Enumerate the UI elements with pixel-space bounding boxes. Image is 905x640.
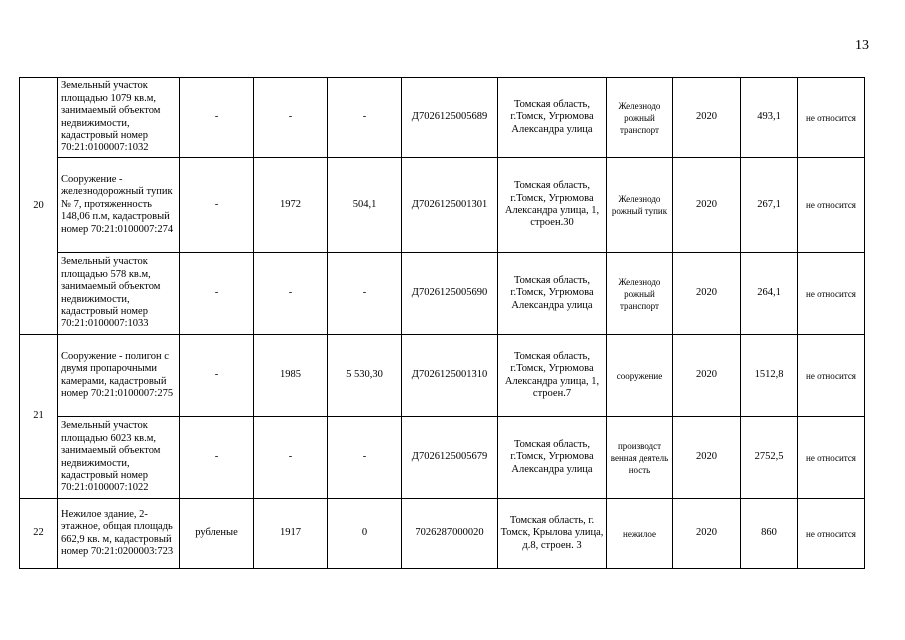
purpose: Железнодо рожный транспорт [607, 78, 673, 158]
year: 2020 [673, 158, 741, 253]
purpose: Железнодо рожный транспорт [607, 253, 673, 335]
object-name: Сооружение - железнодорожный тупик № 7, протяженность 148,06 п.м, кадастровый номер 70:21:0100007:274 [58, 158, 180, 253]
wall-material: - [180, 158, 254, 253]
table-row [20, 417, 865, 499]
page-number: 13 [855, 38, 869, 53]
object-name: Нежилое здание, 2-этажное, общая площадь 662,9 кв. м, кадастровый номер 70:21:0200003:723 [58, 499, 180, 569]
object-name: Сооружение - полигон с двумя пропарочными камерами, кадастровый номер 70:21:0100007:275 [58, 335, 180, 417]
address: Томская область, г.Томск, Угрюмова Александра улица [498, 78, 607, 158]
year-built: - [254, 417, 328, 499]
wall-material: - [180, 417, 254, 499]
inventory-number: Д7026125001310 [402, 335, 498, 417]
book-value: - [328, 253, 402, 335]
year: 2020 [673, 253, 741, 335]
inventory-number: Д7026125001301 [402, 158, 498, 253]
relation: не относится [798, 417, 865, 499]
book-value: - [328, 78, 402, 158]
amount: 493,1 [741, 78, 798, 158]
row-number: 21 [20, 335, 58, 499]
year-built: 1917 [254, 499, 328, 569]
row-number: 22 [20, 499, 58, 569]
amount: 860 [741, 499, 798, 569]
inventory-number: Д7026125005689 [402, 78, 498, 158]
year-built: - [254, 78, 328, 158]
amount: 264,1 [741, 253, 798, 335]
year-built: 1972 [254, 158, 328, 253]
book-value: 504,1 [328, 158, 402, 253]
book-value: 5 530,30 [328, 335, 402, 417]
year-built: 1985 [254, 335, 328, 417]
table-row [20, 253, 865, 335]
address: Томская область, г.Томск, Угрюмова Александра улица, 1, строен.30 [498, 158, 607, 253]
object-name: Земельный участок площадью 6023 кв.м, занимаемый объектом недвижимости, кадастровый номер 70:21:0100007:1022 [58, 417, 180, 499]
address: Томская область, г.Томск, Угрюмова Александра улица [498, 417, 607, 499]
year: 2020 [673, 499, 741, 569]
amount: 1512,8 [741, 335, 798, 417]
relation: не относится [798, 335, 865, 417]
wall-material: - [180, 78, 254, 158]
amount: 267,1 [741, 158, 798, 253]
year-built: - [254, 253, 328, 335]
object-name: Земельный участок площадью 1079 кв.м, занимаемый объектом недвижимости, кадастровый номер 70:21:0100007:1032 [58, 78, 180, 158]
year: 2020 [673, 335, 741, 417]
relation: не относится [798, 78, 865, 158]
inventory-number: Д7026125005690 [402, 253, 498, 335]
address: Томская область, г.Томск, Угрюмова Александра улица, 1, строен.7 [498, 335, 607, 417]
year: 2020 [673, 78, 741, 158]
purpose: производст венная деятель ность [607, 417, 673, 499]
object-name: Земельный участок площадью 578 кв.м, занимаемый объектом недвижимости, кадастровый номер 70:21:0100007:1033 [58, 253, 180, 335]
year: 2020 [673, 417, 741, 499]
purpose: нежилое [607, 499, 673, 569]
purpose: Железнодо рожный тупик [607, 158, 673, 253]
table-row [20, 335, 865, 417]
book-value: - [328, 417, 402, 499]
wall-material: - [180, 335, 254, 417]
address: Томская область, г.Томск, Угрюмова Александра улица [498, 253, 607, 335]
relation: не относится [798, 253, 865, 335]
address: Томская область, г. Томск, Крылова улица, д.8, строен. 3 [498, 499, 607, 569]
wall-material: - [180, 253, 254, 335]
table-row [20, 499, 865, 569]
row-number: 20 [20, 78, 58, 335]
table-row [20, 158, 865, 253]
relation: не относится [798, 158, 865, 253]
relation: не относится [798, 499, 865, 569]
amount: 2752,5 [741, 417, 798, 499]
purpose: сооружение [607, 335, 673, 417]
wall-material: рубленые [180, 499, 254, 569]
table-row [20, 78, 865, 158]
property-registry-table [19, 77, 865, 569]
inventory-number: Д7026125005679 [402, 417, 498, 499]
book-value: 0 [328, 499, 402, 569]
inventory-number: 7026287000020 [402, 499, 498, 569]
